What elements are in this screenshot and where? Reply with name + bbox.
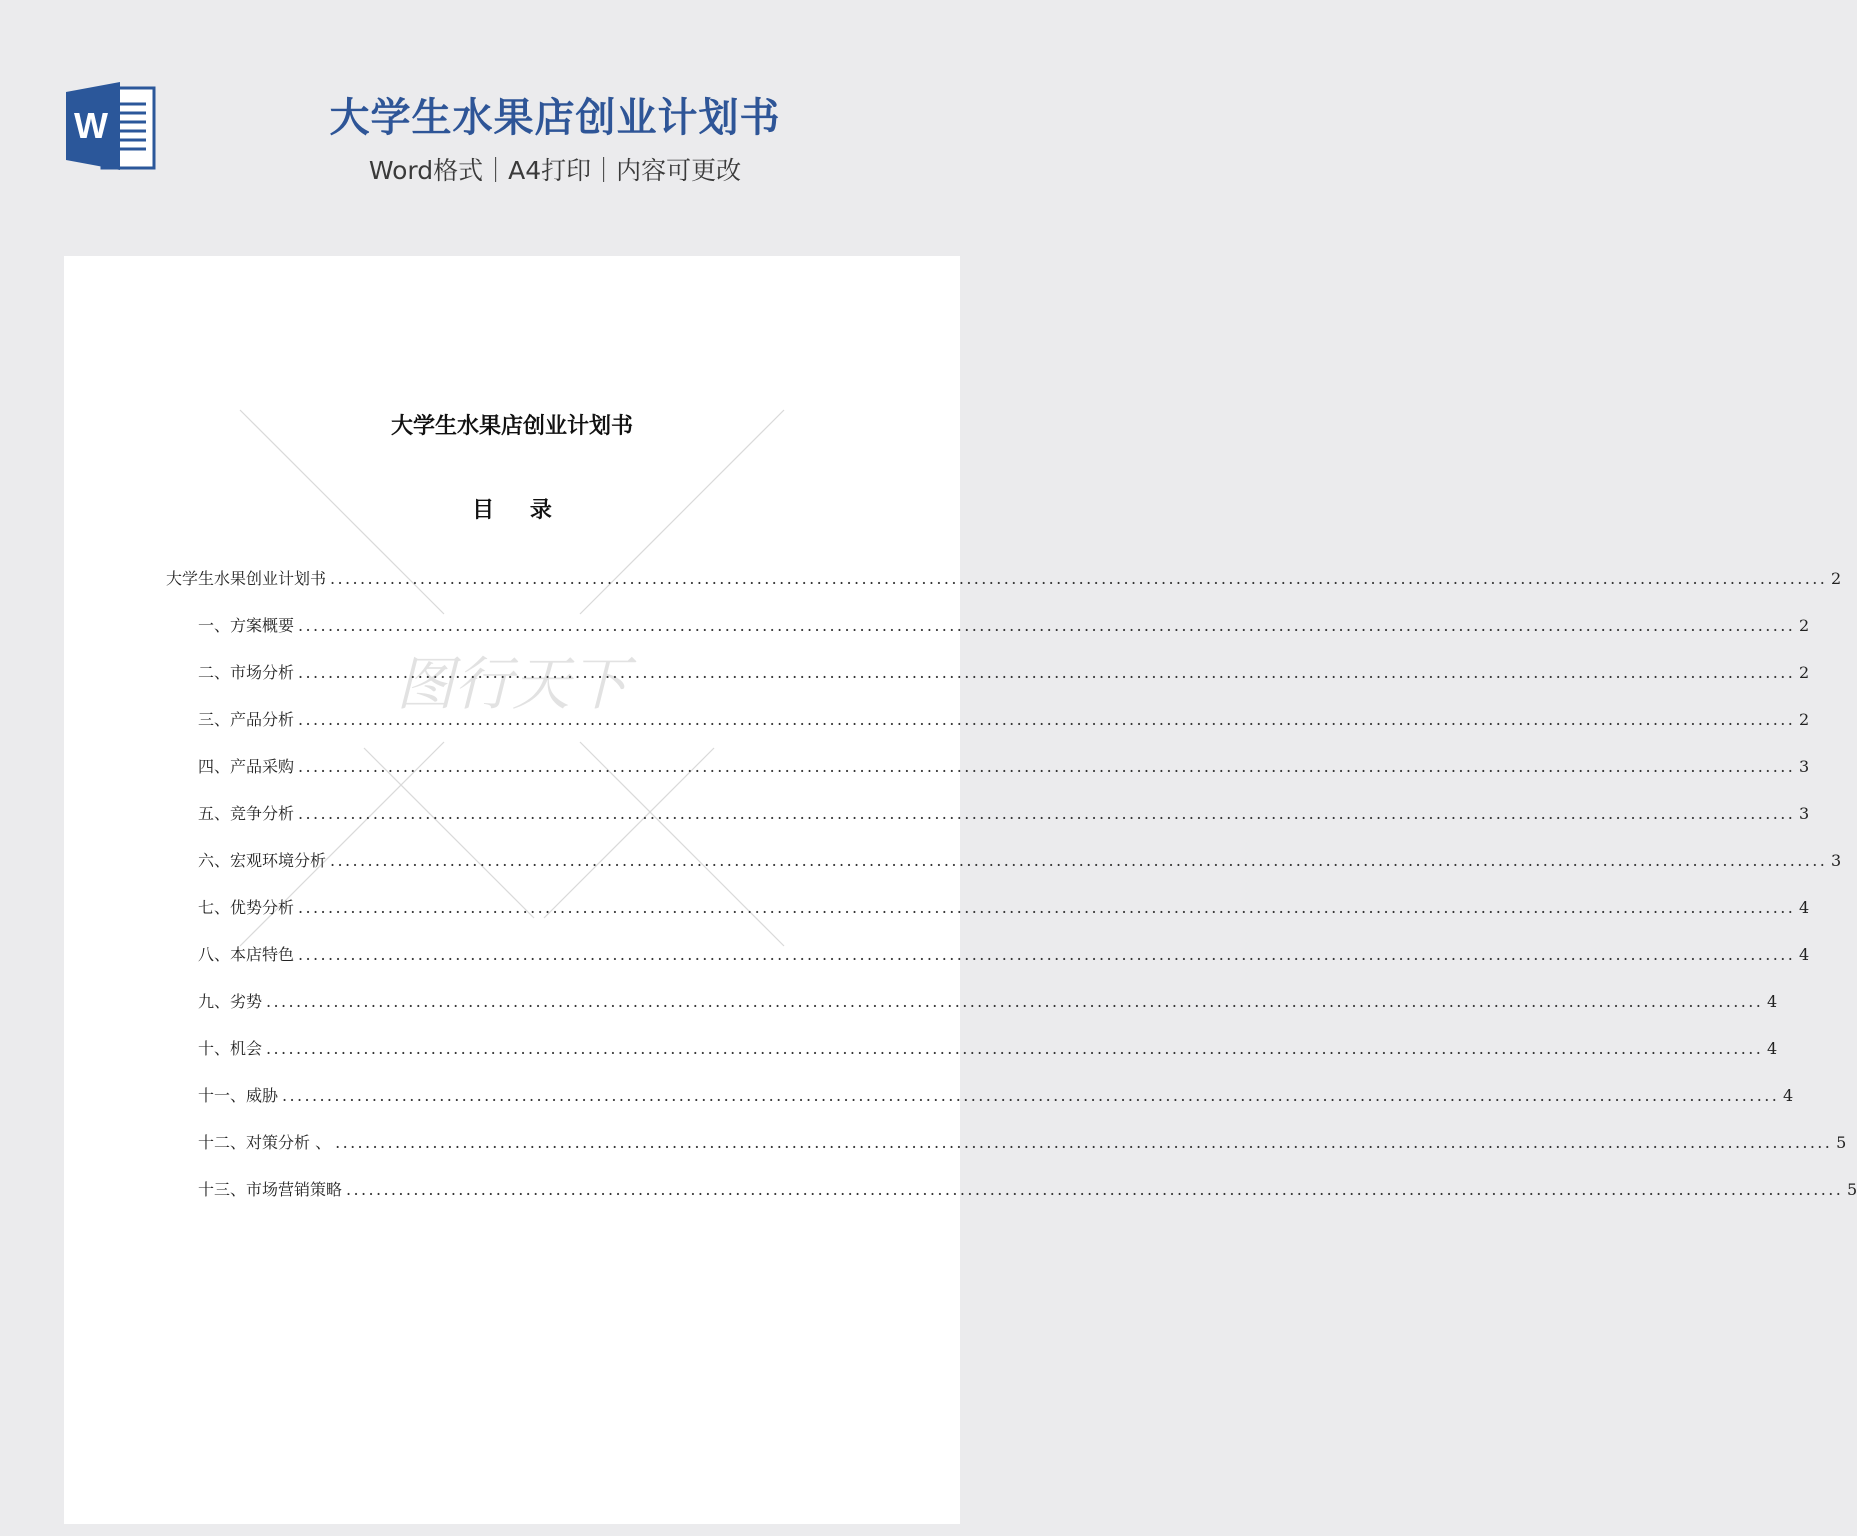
toc-item-page: 4 — [1767, 992, 1778, 1011]
toc-leader-dots: ........................................................................................................................................................................................................ — [266, 992, 1764, 1011]
toc-leader-dots: ........................................................................................................................................................................................................ — [330, 851, 1828, 870]
toc-item-page: 2 — [1799, 663, 1810, 682]
toc-item[interactable] — [198, 752, 1810, 782]
toc-item-label: 八、本店特色 — [198, 945, 295, 964]
toc-item-label: 五、竞争分析 — [198, 804, 295, 823]
toc-item[interactable] — [198, 987, 1778, 1017]
toc-item[interactable] — [166, 564, 1842, 594]
document-page — [64, 256, 1857, 1524]
toc-item-label: 十二、对策分析 、 — [198, 1133, 332, 1152]
toc-item[interactable] — [198, 846, 1842, 876]
toc-item[interactable] — [198, 658, 1810, 688]
toc-item-label: 九、劣势 — [198, 992, 263, 1011]
toc-leader-dots: ........................................................................................................................................................................................................ — [298, 663, 1796, 682]
word-document-icon — [64, 80, 156, 172]
toc-item-label: 六、宏观环境分析 — [198, 851, 327, 870]
toc-leader-dots: ........................................................................................................................................................................................................ — [298, 898, 1796, 917]
toc-item-label: 大学生水果创业计划书 — [166, 569, 327, 588]
toc-item-page: 5 — [1836, 1133, 1847, 1152]
document-title: 大学生水果店创业计划书 — [390, 414, 633, 439]
toc-item-label: 三、产品分析 — [198, 710, 295, 729]
toc-leader-dots: ........................................................................................................................................................................................................ — [266, 1039, 1764, 1058]
toc-item-label: 四、产品采购 — [198, 757, 295, 776]
toc-item-label: 十、机会 — [198, 1039, 263, 1058]
toc-item-page: 4 — [1783, 1086, 1794, 1105]
toc-item-page: 2 — [1799, 616, 1810, 635]
toc-item-page: 4 — [1799, 898, 1810, 917]
toc-item-label: 一、方案概要 — [198, 616, 295, 635]
toc-leader-dots: ........................................................................................................................................................................................................ — [346, 1180, 1844, 1199]
toc-leader-dots: ........................................................................................................................................................................................................ — [335, 1133, 1833, 1152]
toc-item-page: 3 — [1799, 757, 1810, 776]
toc-item[interactable] — [198, 1128, 1847, 1158]
toc-item[interactable] — [198, 1081, 1794, 1111]
toc-item-label: 十三、市场营销策略 — [198, 1180, 343, 1199]
toc-leader-dots: ........................................................................................................................................................................................................ — [282, 1086, 1780, 1105]
toc-item-page: 5 — [1847, 1180, 1857, 1199]
header-subtitle: Word格式｜A4打印｜内容可更改 — [368, 156, 742, 185]
toc-leader-dots: ........................................................................................................................................................................................................ — [298, 616, 1796, 635]
toc-leader-dots: ........................................................................................................................................................................................................ — [298, 757, 1796, 776]
toc-item[interactable] — [198, 799, 1810, 829]
toc-item-label: 十一、威胁 — [198, 1086, 279, 1105]
header-title: 大学生水果店创业计划书 — [329, 95, 781, 141]
toc-leader-dots: ........................................................................................................................................................................................................ — [330, 569, 1828, 588]
toc-item[interactable] — [198, 1034, 1778, 1064]
toc-item-page: 2 — [1799, 710, 1810, 729]
word-icon-letter: W — [74, 105, 108, 146]
toc-item-page: 2 — [1831, 569, 1842, 588]
watermark — [64, 256, 960, 1524]
toc-leader-dots: ........................................................................................................................................................................................................ — [298, 945, 1796, 964]
toc-item[interactable] — [198, 893, 1810, 923]
toc-item-page: 4 — [1767, 1039, 1778, 1058]
toc-item[interactable] — [198, 1175, 1857, 1205]
toc-item[interactable] — [198, 705, 1810, 735]
toc-item-label: 七、优势分析 — [198, 898, 295, 917]
toc-item-page: 3 — [1799, 804, 1810, 823]
toc-item-page: 3 — [1831, 851, 1842, 870]
header — [0, 0, 1024, 256]
toc-leader-dots: ........................................................................................................................................................................................................ — [298, 710, 1796, 729]
toc-item[interactable] — [198, 611, 1810, 641]
toc-leader-dots: ........................................................................................................................................................................................................ — [298, 804, 1796, 823]
toc-item[interactable] — [198, 940, 1810, 970]
toc-item-page: 4 — [1799, 945, 1810, 964]
toc-heading: 目 录 — [472, 498, 566, 523]
toc-item-label: 二、市场分析 — [198, 663, 295, 682]
watermark-text: 图行天下 — [395, 650, 629, 718]
